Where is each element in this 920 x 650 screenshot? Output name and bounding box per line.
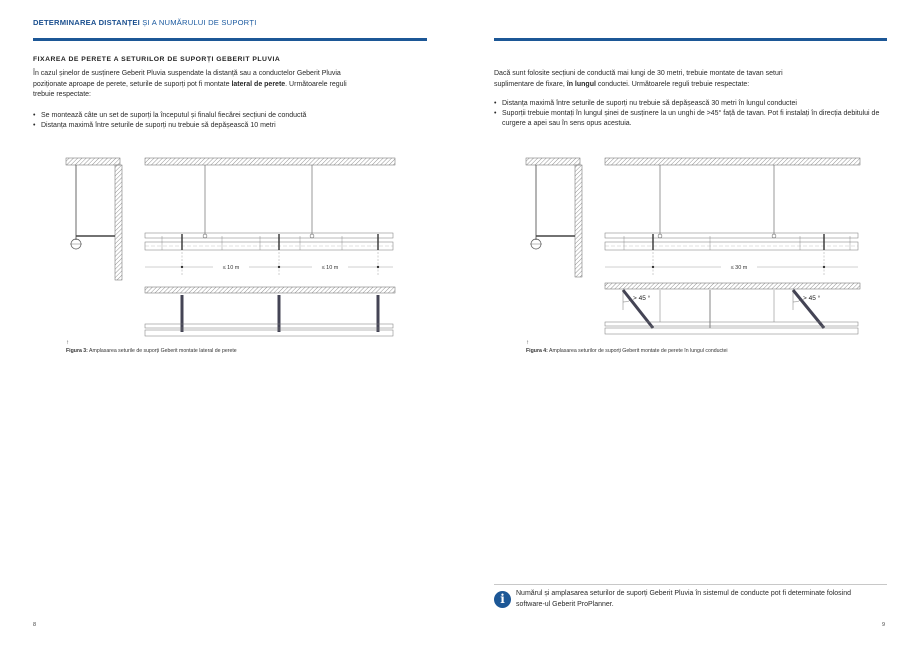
- figure-4-caption: [526, 348, 728, 354]
- figure-4-diagram: [520, 150, 865, 340]
- angle-label-2: > 45 °: [803, 295, 821, 302]
- header-bar-right: [494, 38, 887, 41]
- ceiling-bottom: [605, 283, 860, 289]
- figure-4-caption-text: Amplasarea seturilor de suporți Geberit montate de perete în lungul conductei: [547, 348, 728, 354]
- section-title: FIXAREA DE PERETE A SETURILOR DE SUPORȚI GEBERIT PLUVIA: [33, 56, 281, 63]
- list-item: • Suporții trebuie montați în lungul șinei de susținere la un unghi de >45° față de tavan. Pot fi instalați în direcția debitului de curgere a apei sau în sens opus acestuia.: [494, 109, 887, 129]
- dim-label-2: ≤ 10 m: [321, 265, 339, 271]
- pipe-side-view: [605, 233, 858, 250]
- dim-label-1: ≤ 10 m: [222, 265, 240, 271]
- wall-detail: [66, 158, 122, 280]
- figure-3-arrow: ↑: [66, 340, 69, 346]
- list-item: • Distanța maximă între seturile de suporți nu trebuie să depășească 10 metri: [33, 121, 433, 131]
- page-number-right: 9: [882, 622, 886, 628]
- angle-label-1: > 45 °: [633, 295, 651, 302]
- left-intro-line3: trebuie respectate:: [33, 91, 91, 99]
- right-bullet-list: [494, 99, 887, 130]
- ceiling-top: [145, 158, 395, 165]
- page-number-left: 8: [33, 622, 37, 628]
- header-bar-left: [33, 38, 427, 41]
- figure-4-caption-label: Figura 4:: [526, 348, 548, 354]
- info-divider: [494, 584, 887, 585]
- left-intro: [33, 69, 433, 101]
- right-intro-line2-a: suplimentare de fixare,: [494, 80, 567, 88]
- header-title: [33, 18, 257, 27]
- right-intro-line2: [494, 80, 894, 91]
- figure-3-diagram: [60, 150, 400, 340]
- left-intro-line2: [33, 80, 433, 91]
- pipe-side-view: [145, 233, 393, 250]
- wall-detail: [526, 158, 582, 277]
- header-title-bold: DETERMINAREA DISTANȚEI: [33, 18, 140, 27]
- left-intro-line1: În cazul șinelor de susținere Geberit Pluvia suspendate la distanță sau a conductelor Geberit Pluvia: [33, 70, 341, 77]
- header-title-rest: ȘI A NUMĂRULUI DE SUPORȚI: [139, 18, 257, 27]
- left-intro-line2-c: . Următoarele reguli: [285, 80, 347, 88]
- info-text: Numărul și amplasarea seturilor de suporți Geberit Pluvia în sistemul de conducte pot fi determinate folosind software-ul Geberit ProPlanner.: [516, 590, 851, 608]
- right-intro-line2-c: conductei. Următoarele reguli trebuie respectate:: [595, 80, 750, 88]
- figure-3-caption-text: Amplasarea seturile de suporți Geberit montate lateral de perete: [87, 348, 237, 354]
- list-item: • Distanța maximă între seturile de suporți nu trebuie să depășească 30 metri în lungul conductei: [494, 99, 887, 109]
- right-intro-line1: Dacă sunt folosite secțiuni de conductă mai lungi de 30 metri, trebuie montate de tavan seturi: [494, 70, 783, 77]
- figure-4-arrow: ↑: [526, 340, 529, 346]
- left-bullet-list: [33, 111, 433, 131]
- right-intro-line2-bold: în lungul: [566, 80, 596, 88]
- info-icon: i: [494, 591, 511, 608]
- right-intro: [494, 69, 894, 90]
- figure-3-caption: [66, 348, 237, 354]
- figure-3-caption-label: Figura 3:: [66, 348, 88, 354]
- pipe-top-view: [145, 295, 393, 336]
- dim-label: ≤ 30 m: [730, 265, 748, 271]
- ceiling-top: [605, 158, 860, 165]
- ceiling-bottom: [145, 287, 395, 293]
- left-intro-line2-bold: lateral de perete: [231, 80, 286, 88]
- dimension-lines: [145, 252, 393, 275]
- list-item: • Se montează câte un set de suporți la începutul și finalul fiecărei secțiuni de conductă: [33, 111, 433, 121]
- left-intro-line2-a: poziționate aproape de perete, seturile de suporți pot fi montate: [33, 80, 232, 88]
